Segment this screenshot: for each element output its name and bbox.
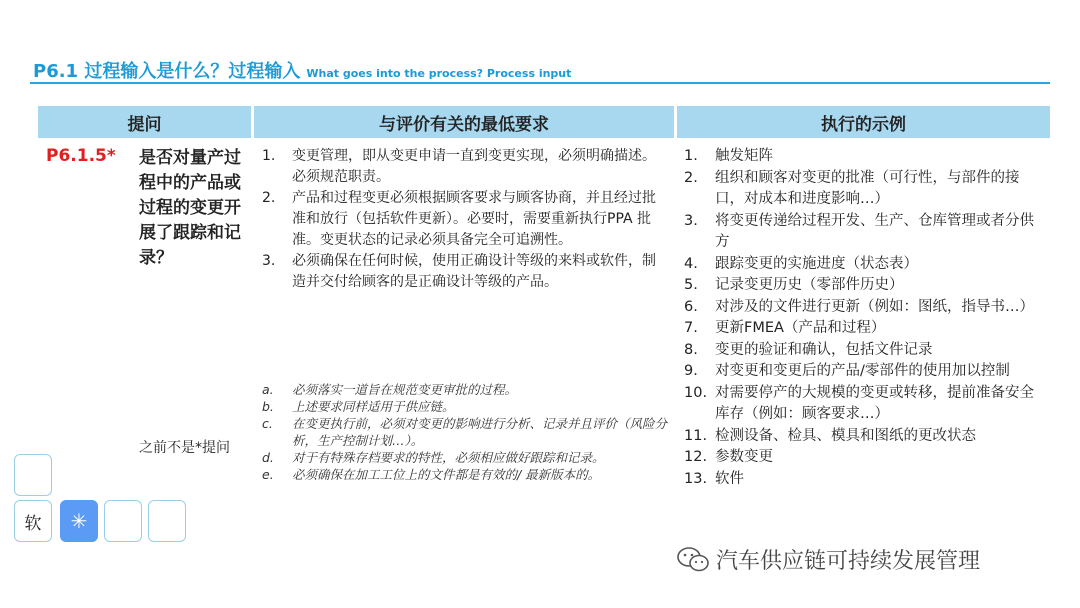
list-item [684,211,1044,254]
item-number: 9. [684,363,698,379]
item-number: 1. [684,148,698,164]
item-number: 2. [684,169,698,186]
item-text: 对于有特殊存档要求的特性，必须相应做好跟踪和记录。 [292,450,605,465]
item-text: 触发矩阵 [715,148,773,164]
watermark-text: 汽车供应链可持续发展管理 [716,549,981,574]
item-letter: c. [262,416,273,431]
key-empty-button[interactable] [14,454,52,496]
key-empty-button[interactable] [148,500,186,542]
item-text: 变更管理，即从变更申请一直到变更实现，必须明确描述。必须规范职责。 [292,148,656,185]
item-text: 软件 [715,470,744,487]
item-text: 在变更执行前，必须对变更的影响进行分析、记录并且评价（风险分析，生产控制计划…）。 [292,416,668,448]
list-item [684,318,1044,340]
item-number: 3. [684,212,698,229]
sub-requirements-list [262,381,672,483]
list-item [684,469,1044,491]
key-star-button[interactable]: ✳ [60,500,98,542]
list-item [684,340,1044,362]
item-number: 4. [684,255,698,272]
item-text: 必须落实一道旨在规范变更审批的过程。 [292,382,518,397]
item-number: 10. [684,384,708,401]
item-text: 组织和顾客对变更的批准（可行性，与部件的接口，对成本和进度影响…） [715,169,1020,207]
list-item [684,361,1044,383]
list-item [262,398,672,415]
list-item [684,275,1044,297]
list-item [684,297,1044,319]
key-ruan-button[interactable]: 软 [14,500,52,542]
item-number: 2. [262,190,276,206]
list-item [262,188,662,251]
list-item [684,383,1044,426]
item-text: 对涉及的文件进行更新（例如：图纸，指导书…） [715,298,1034,315]
list-item [684,254,1044,276]
title-main: P6.1 过程输入是什么？过程输入 [33,61,301,82]
item-letter: a. [262,382,274,397]
header-examples: 执行的示例 [677,106,1050,138]
watermark [676,544,980,575]
item-text: 将变更传递给过程开发、生产、仓库管理或者分供方 [715,212,1034,250]
item-letter: b. [262,399,274,414]
item-text: 必须确保在加工工位上的文件都是有效的/ 最新版本的。 [292,467,601,482]
list-item [262,381,672,398]
item-letter: d. [262,450,274,465]
list-item [262,466,672,483]
item-number: 3. [262,253,276,269]
item-number: 5. [684,277,698,293]
list-item [262,251,662,293]
requirements-list [262,146,662,293]
item-text: 参数变更 [715,449,773,465]
list-item [262,415,672,449]
list-item [684,168,1044,211]
list-item [684,146,1044,168]
item-text: 检测设备、检具、模具和图纸的更改状态 [715,427,976,444]
item-number: 6. [684,298,698,315]
item-text: 产品和过程变更必须根据顾客要求与顾客协商，并且经过批准和放行（包括软件更新）。必要时，需要重新执行PPA 批准。变更状态的记录必须具备完全可追溯性。 [292,190,656,248]
item-number: 1. [262,148,276,164]
item-text: 对需要停产的大规模的变更或转移，提前准备安全库存（例如：顾客要求…） [715,384,1034,422]
item-number: 12. [684,449,708,465]
item-number: 13. [684,470,708,487]
list-item [684,426,1044,448]
item-text: 上述要求同样适用于供应链。 [292,399,455,414]
item-text: 对变更和变更后的产品/零部件的使用加以控制 [715,363,1010,379]
item-text: 更新FMEA（产品和过程） [715,320,886,336]
item-text: 变更的验证和确认，包括文件记录 [715,341,933,358]
header-min-requirements: 与评价有关的最低要求 [254,106,674,138]
list-item [684,447,1044,469]
item-number: 11. [684,427,708,444]
title-divider [30,82,1050,84]
wechat-icon [676,546,710,574]
item-text: 必须确保在任何时候，使用正确设计等级的来料或软件，制造并交付给顾客的是正确设计等级的产品。 [292,253,656,290]
title-sub: What goes into the process? Process input [306,67,572,80]
item-text: 记录变更历史（零部件历史） [715,277,904,293]
question-text: 是否对量产过程中的产品或过程的变更开展了跟踪和记录？ [139,148,241,268]
key-empty-button[interactable] [104,500,142,542]
header-question: 提问 [38,106,251,138]
list-item [262,146,662,188]
item-number: 8. [684,341,698,358]
question-note: 之前不是*提问 [139,440,230,456]
item-number: 7. [684,320,698,336]
item-text: 跟踪变更的实施进度（状态表） [715,255,918,272]
item-letter: e. [262,467,274,482]
question-id: P6.1.5* [46,146,116,166]
page-title [33,57,571,83]
examples-list [684,146,1044,490]
list-item [262,449,672,466]
